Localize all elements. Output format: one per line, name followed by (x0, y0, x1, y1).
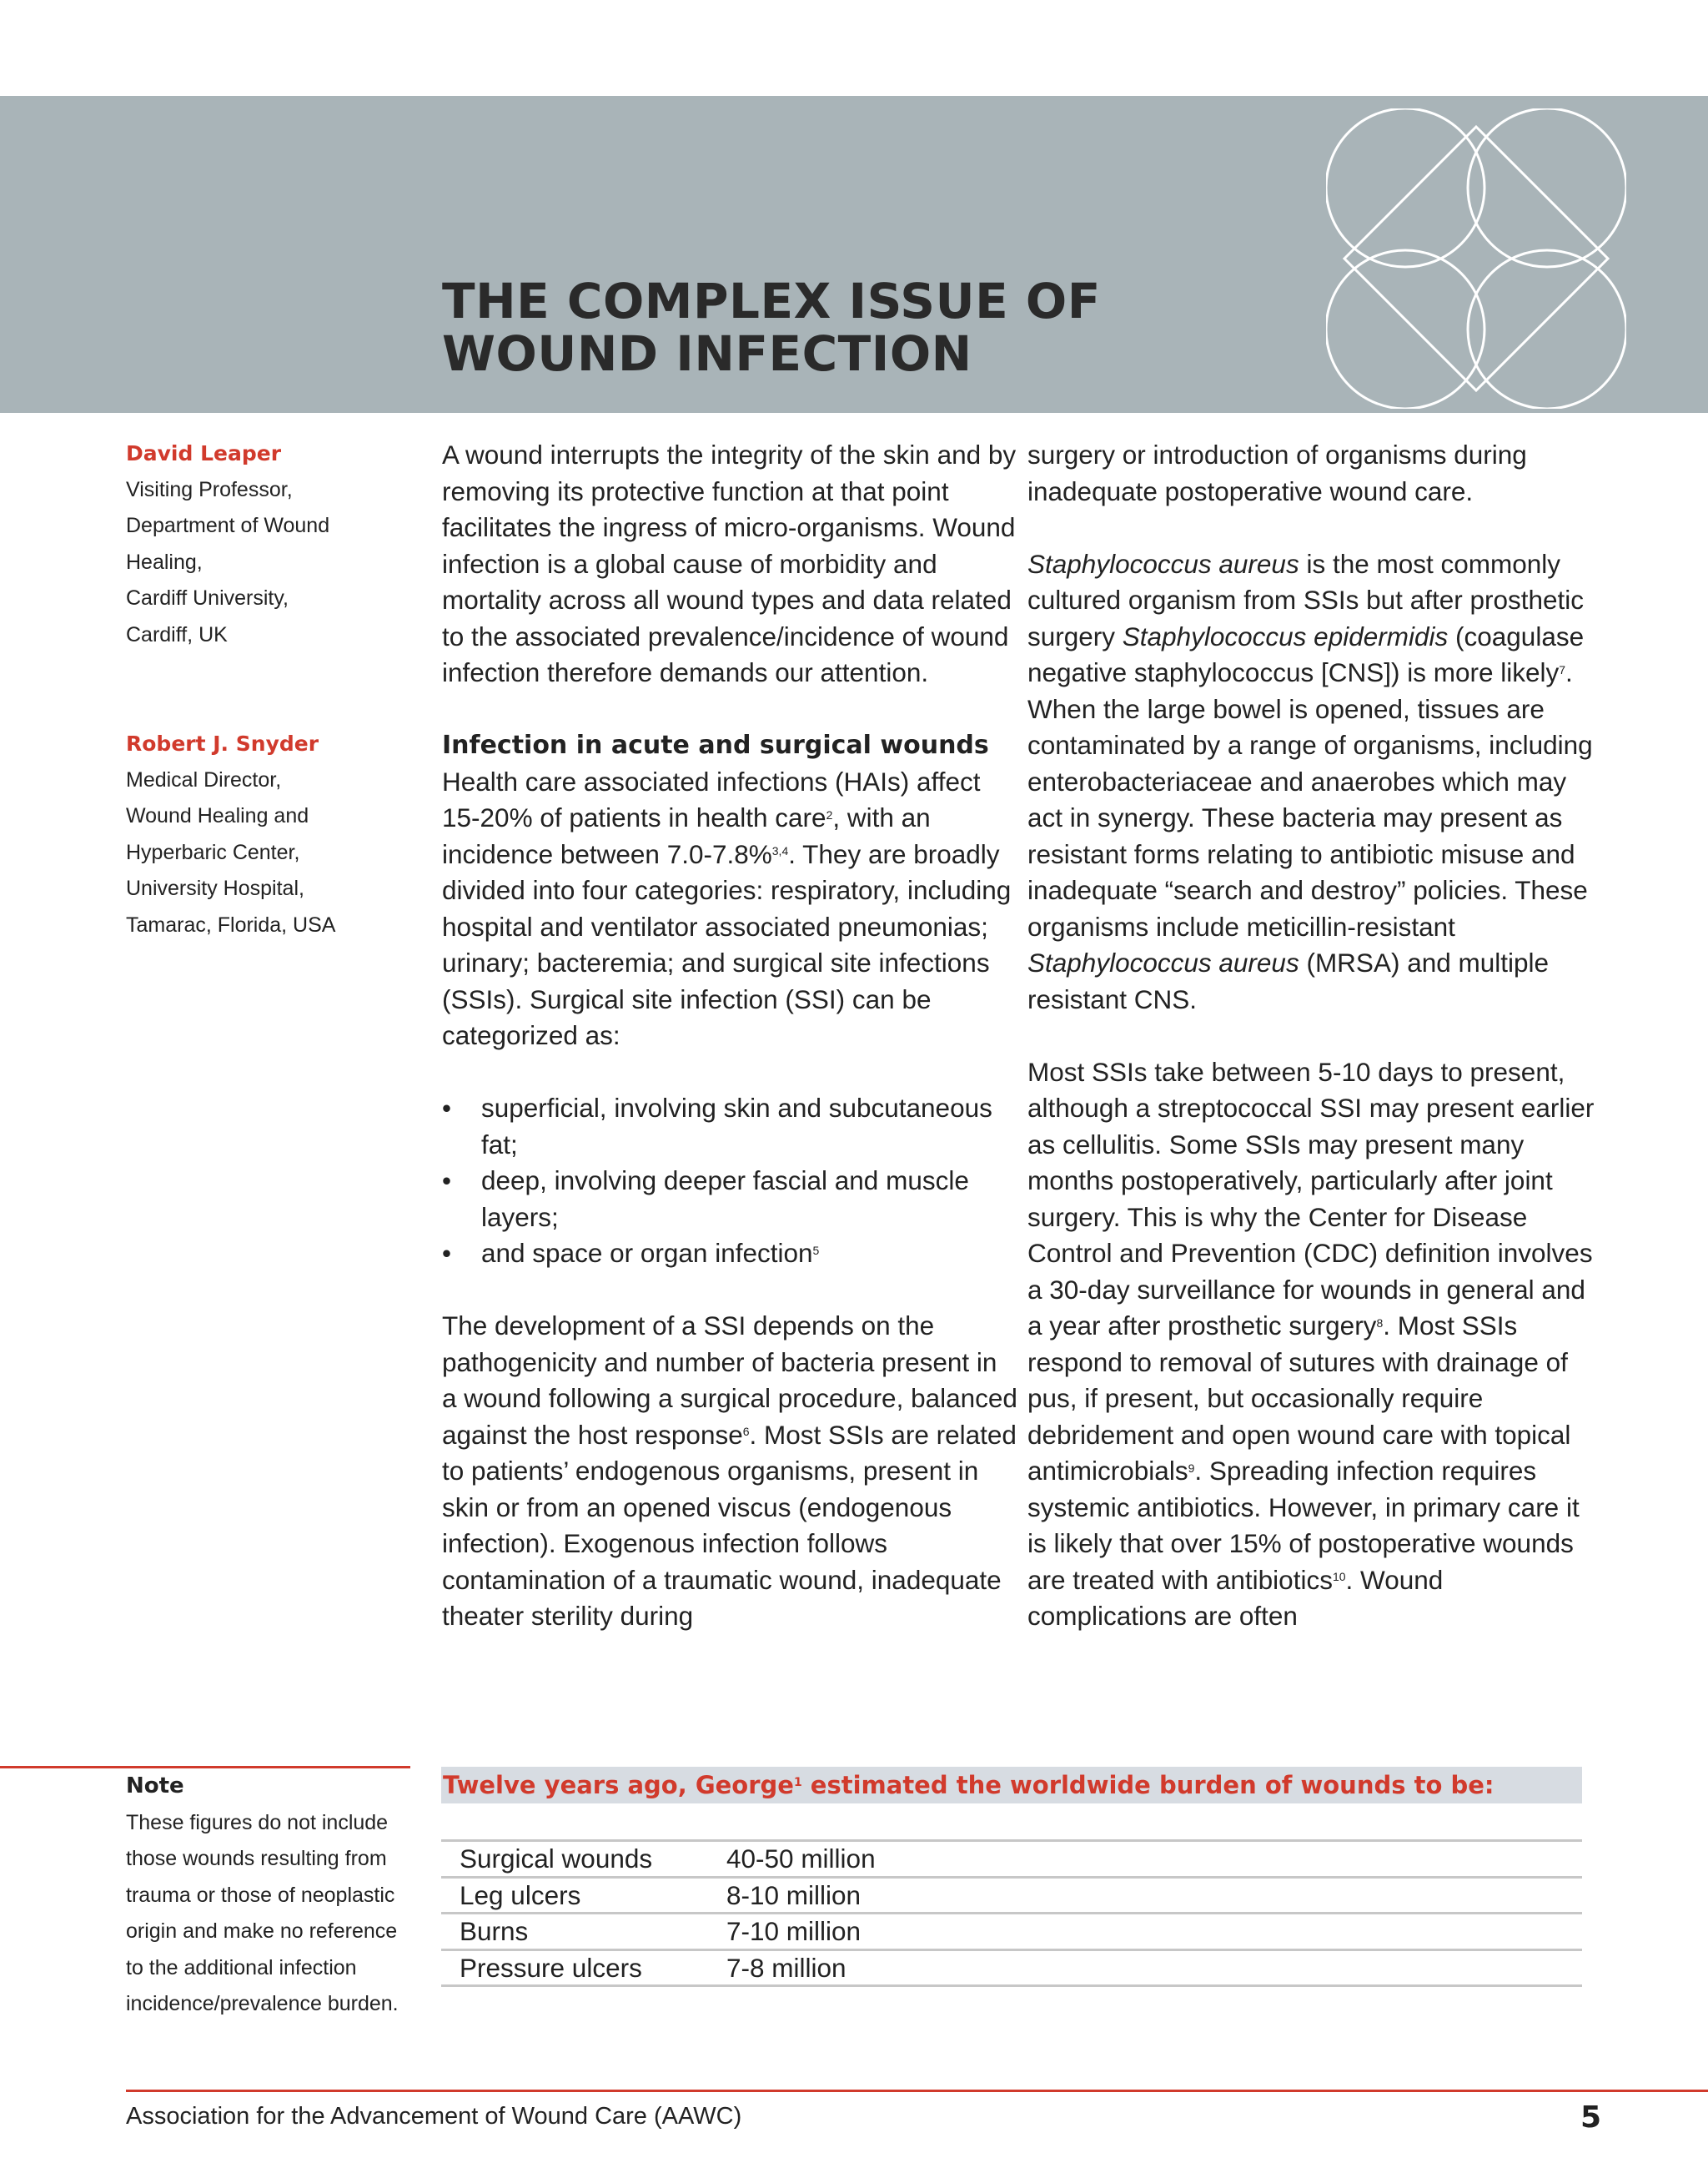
text-run: The development of a SSI depends on the pathogenicity and number of bacteria present in a wound following a surgical procedure, balanced against the host response (442, 1310, 1017, 1450)
row-value: 7-8 million (726, 1949, 1582, 1986)
author-affiliation-line: University Hospital, (126, 877, 304, 900)
author-affiliation-line: Medical Director, (126, 767, 282, 792)
hai-paragraph (442, 764, 1017, 1054)
reference-marker: 3,4 (771, 844, 789, 858)
author-affiliation-line: Department of Wound (126, 514, 330, 537)
author-affiliation-line: Hyperbaric Center, (126, 840, 300, 864)
table-row (441, 1914, 1582, 1950)
reference-marker: 2 (826, 807, 833, 822)
reference-marker: 7 (1559, 662, 1566, 677)
text-run: . Wound complications are often (1027, 1564, 1444, 1631)
body-column-2 (1027, 437, 1595, 1635)
species-name: Staphylococcus aureus (1027, 948, 1299, 978)
author-affiliation-line: Wound Healing and (126, 804, 309, 827)
text-run: is the most commonly cultured organism from SSIs but after prosthetic surgery (1027, 548, 1585, 651)
row-label: Leg ulcers (441, 1877, 726, 1914)
text-run: . When the large bowel is opened, tissues are contaminated by a range of organisms, including enterobacteriaceae and anaerobes which may act in synergy. These bacteria may present as resistant forms relating to antibiotic misuse and inadequate “search and destroy” policies. These organisms include meticillin-resistant (1027, 657, 1593, 942)
author-affiliation-line: Cardiff University, (126, 586, 289, 610)
reference-marker: 6 (742, 1425, 750, 1438)
text-run: (coagulase negative staphylococcus [CNS]) is more likely (1027, 621, 1585, 687)
wound-burden-table (441, 1839, 1582, 1987)
reference-marker: 9 (1188, 1461, 1195, 1475)
ssi-category-list (442, 1090, 1017, 1272)
species-name: Staphylococcus epidermidis (1122, 621, 1449, 651)
reference-marker: 1 (793, 1776, 802, 1790)
author-block-leaper (126, 435, 376, 653)
text-run: . Most SSIs are related to patients’ endogenous organisms, present in skin or from an opened viscus (endogenous infection). Exogenous infection follows contamination of a traumatic wound, inadequate theater sterility during (442, 1419, 1017, 1631)
section-subheading: Infection in acute and surgical wounds (442, 731, 989, 760)
text-run: , with an incidence between 7.0-7.8% (442, 802, 931, 869)
table-row (441, 1841, 1582, 1878)
text-run: . They are broadly divided into four categories: respiratory, including hospital and ventilator associated pneumonias; urinary; bacteremia; and surgical site infections (SSIs). Surgical site infection (SSI) can be categorized as: (442, 838, 1012, 1050)
table-row (441, 1949, 1582, 1986)
body-column-1 (442, 437, 1017, 1635)
title-line-2: WOUND INFECTION (442, 325, 972, 382)
intro-paragraph: A wound interrupts the integrity of the skin and by removing its protective function at that point facilitates the ingress of micro-organisms. Wound infection is a global cause of morbidity and mortality across all wound types and data related to the associated prevalence/incidence of wound infection therefore demands our attention. (442, 440, 1017, 687)
author-affiliation-line: Cardiff, UK (126, 622, 228, 646)
note-title: Note (126, 1773, 184, 1798)
footer-organization: Association for the Advancement of Wound Care (AAWC) (126, 2103, 742, 2130)
author-affiliation-line: Visiting Professor, (126, 477, 293, 501)
interlocking-circles-icon (1326, 108, 1626, 409)
text-run: and space or organ infection (481, 1238, 813, 1268)
note-text: These figures do not include those wounds resulting from trauma or those of neoplastic origin and make no reference to the additional infection incidence/prevalence burden. (126, 1810, 399, 2015)
author-affiliation-line: Healing, (126, 550, 203, 574)
text-run: . Spreading infection requires systemic antibiotics. However, in primary care it is likely that over 15% of postoperative wounds are treated with antibiotics (1027, 1456, 1580, 1595)
text-run: Twelve years ago, George (443, 1771, 794, 1799)
title-line-1: THE COMPLEX ISSUE OF (442, 273, 1101, 329)
ssi-timing-paragraph (1027, 1054, 1595, 1635)
page-title (442, 275, 1101, 380)
author-affiliation-line: Tamarac, Florida, USA (126, 913, 336, 937)
row-label: Surgical wounds (441, 1841, 726, 1878)
author-name: Robert J. Snyder (126, 732, 319, 756)
note-box (126, 1768, 414, 2023)
continuation-paragraph: surgery or introduction of organisms during inadequate postoperative wound care. (1027, 440, 1527, 506)
row-label: Burns (441, 1914, 726, 1950)
species-name: Staphylococcus aureus (1027, 548, 1299, 579)
row-label: Pressure ulcers (441, 1949, 726, 1986)
reference-marker: 10 (1332, 1570, 1346, 1583)
text-run: (MRSA) and multiple resistant CNS. (1027, 948, 1550, 1014)
footer-divider (126, 2090, 1708, 2092)
author-name: David Leaper (126, 441, 282, 465)
page-number: 5 (1580, 2100, 1602, 2135)
text-run: estimated the worldwide burden of wounds to be: (801, 1771, 1494, 1799)
ssi-development-paragraph (442, 1308, 1017, 1635)
list-item: • deep, involving deeper fascial and muscle layers; (442, 1163, 1017, 1235)
row-value: 40-50 million (726, 1841, 1582, 1878)
list-item (442, 1235, 1017, 1272)
list-item: • superficial, involving skin and subcutaneous fat; (442, 1090, 1017, 1163)
text-run: . Most SSIs respond to removal of sutures with drainage of pus, if present, but occasionally require debridement and open wound care with topical antimicrobials (1027, 1310, 1571, 1486)
reference-marker: 8 (1376, 1315, 1384, 1330)
text-run: Most SSIs take between 5-10 days to present, although a streptococcal SSI may present earlier as cellulitis. Some SSIs may present many months postoperatively, particularly after joint surgery. This is why the Center for Disease Control and Prevention (CDC) definition involves a 30-day surveillance for wounds in general and a year after prosthetic surgery (1027, 1056, 1595, 1340)
author-block-snyder (126, 726, 376, 943)
organisms-paragraph (1027, 546, 1595, 1019)
table-row (441, 1877, 1582, 1914)
row-value: 8-10 million (726, 1877, 1582, 1914)
text-run: Health care associated infections (HAIs) affect 15-20% of patients in health care (442, 766, 981, 832)
reference-marker: 5 (812, 1243, 820, 1257)
burden-table-heading (441, 1767, 1582, 1803)
row-value: 7-10 million (726, 1914, 1582, 1950)
